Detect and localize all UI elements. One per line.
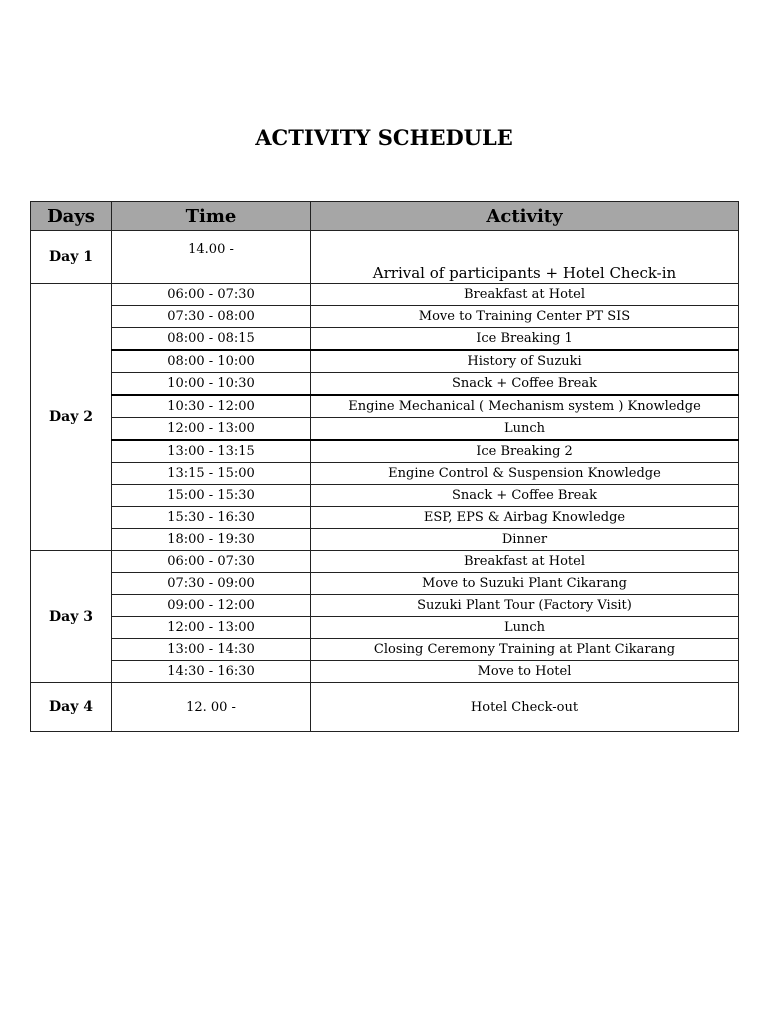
time-cell: 07:30 - 09:00	[112, 573, 311, 595]
table-row	[31, 328, 739, 351]
time-cell: 13:00 - 13:15	[112, 440, 311, 463]
table-row	[31, 639, 739, 661]
table-row	[31, 463, 739, 485]
table-row	[31, 507, 739, 529]
table-header-row	[31, 202, 739, 231]
activity-cell: Engine Control & Suspension Knowledge	[311, 463, 739, 485]
activity-cell: Move to Suzuki Plant Cikarang	[311, 573, 739, 595]
activity-cell: Engine Mechanical ( Mechanism system ) Knowledge	[311, 395, 739, 418]
table-row	[31, 350, 739, 373]
time-cell: 09:00 - 12:00	[112, 595, 311, 617]
day-label: Day 2	[31, 284, 112, 551]
table-row	[31, 573, 739, 595]
table-row	[31, 306, 739, 328]
table-row	[31, 395, 739, 418]
activity-cell: Hotel Check-out	[311, 683, 739, 732]
time-cell: 13:00 - 14:30	[112, 639, 311, 661]
activity-cell: Arrival of participants + Hotel Check-in	[311, 231, 739, 284]
time-cell: 12. 00 -	[112, 683, 311, 732]
time-cell: 14:30 - 16:30	[112, 661, 311, 683]
time-cell: 08:00 - 08:15	[112, 328, 311, 351]
activity-cell: Lunch	[311, 617, 739, 639]
activity-cell: Breakfast at Hotel	[311, 284, 739, 306]
table-row	[31, 418, 739, 441]
activity-cell: Ice Breaking 1	[311, 328, 739, 351]
time-cell: 14.00 -	[112, 231, 311, 284]
day-label: Day 1	[31, 231, 112, 284]
table-row	[31, 373, 739, 396]
activity-cell: Ice Breaking 2	[311, 440, 739, 463]
activity-cell: Closing Ceremony Training at Plant Cikarang	[311, 639, 739, 661]
table-row	[31, 485, 739, 507]
column-header-activity: Activity	[311, 202, 739, 231]
activity-cell: ESP, EPS & Airbag Knowledge	[311, 507, 739, 529]
activity-cell: Move to Hotel	[311, 661, 739, 683]
time-cell: 13:15 - 15:00	[112, 463, 311, 485]
time-cell: 06:00 - 07:30	[112, 284, 311, 306]
activity-cell: Move to Training Center PT SIS	[311, 306, 739, 328]
activity-cell: History of Suzuki	[311, 350, 739, 373]
schedule-table	[30, 201, 739, 732]
time-cell: 07:30 - 08:00	[112, 306, 311, 328]
time-cell: 10:30 - 12:00	[112, 395, 311, 418]
time-cell: 12:00 - 13:00	[112, 617, 311, 639]
time-cell: 12:00 - 13:00	[112, 418, 311, 441]
time-cell: 06:00 - 07:30	[112, 551, 311, 573]
table-row	[31, 595, 739, 617]
column-header-days: Days	[31, 202, 112, 231]
table-row	[31, 231, 739, 284]
table-row	[31, 617, 739, 639]
activity-cell: Lunch	[311, 418, 739, 441]
time-cell: 15:30 - 16:30	[112, 507, 311, 529]
column-header-time: Time	[112, 202, 311, 231]
table-row	[31, 284, 739, 306]
time-cell: 18:00 - 19:30	[112, 529, 311, 551]
activity-cell: Snack + Coffee Break	[311, 373, 739, 396]
time-cell: 10:00 - 10:30	[112, 373, 311, 396]
table-row	[31, 440, 739, 463]
activity-cell: Suzuki Plant Tour (Factory Visit)	[311, 595, 739, 617]
time-cell: 15:00 - 15:30	[112, 485, 311, 507]
activity-cell: Snack + Coffee Break	[311, 485, 739, 507]
activity-cell: Dinner	[311, 529, 739, 551]
table-row	[31, 551, 739, 573]
activity-cell: Breakfast at Hotel	[311, 551, 739, 573]
table-row	[31, 683, 739, 732]
table-row	[31, 529, 739, 551]
page-title: ACTIVITY SCHEDULE	[255, 125, 513, 150]
table-row	[31, 661, 739, 683]
day-label: Day 4	[31, 683, 112, 732]
time-cell: 08:00 - 10:00	[112, 350, 311, 373]
day-label: Day 3	[31, 551, 112, 683]
